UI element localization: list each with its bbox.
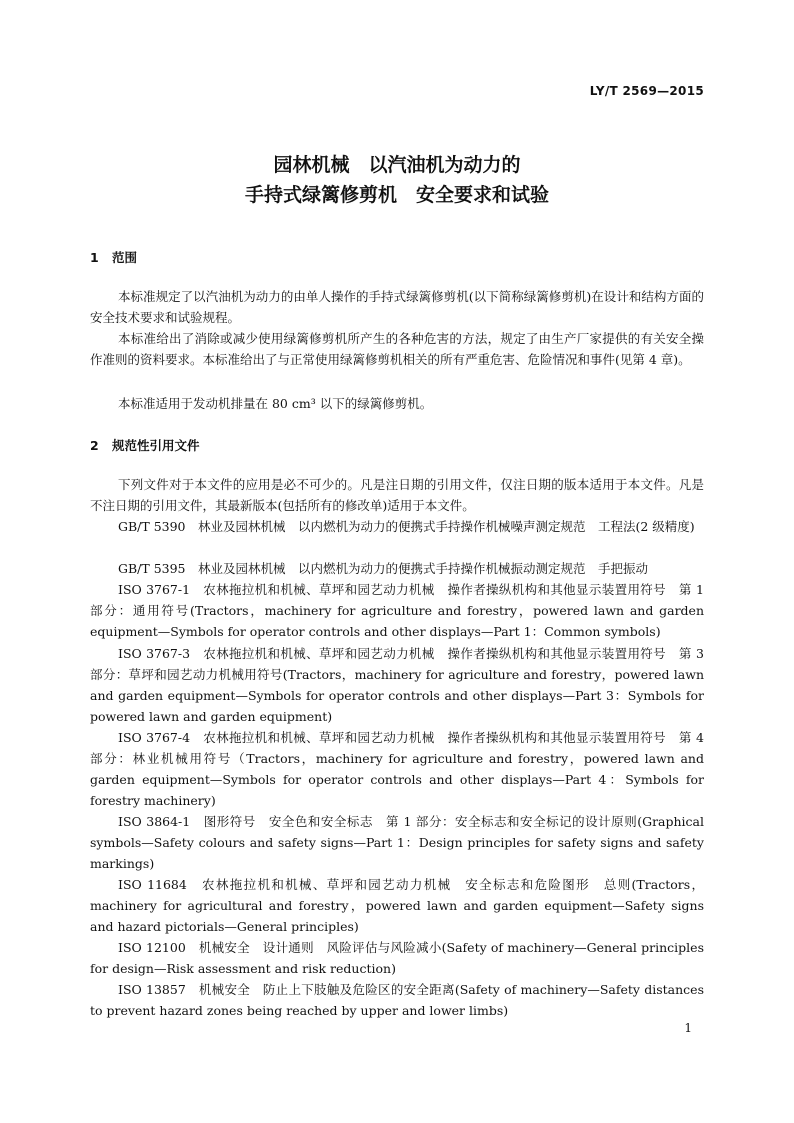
section-title: 范围 xyxy=(112,250,138,265)
paragraph: 本标准规定了以汽油机为动力的由单人操作的手持式绿篱修剪机(以下简称绿篱修剪机)在设计和结构方面的安全技术要求和试验规程。 xyxy=(90,289,704,325)
reference-item: ISO 12100 机械安全 设计通则 风险评估与风险减小(Safety of machinery—General principles for design—Risk assessment and risk reduction) xyxy=(90,940,704,976)
reference-item: GB/T 5395 林业及园林机械 以内燃机为动力的便携式手持操作机械振动测定规范 手把振动 xyxy=(118,561,649,576)
paragraph: 本标准适用于发动机排量在 80 cm³ 以下的绿篱修剪机。 xyxy=(118,396,433,411)
paragraph: 本标准给出了消除或减少使用绿篱修剪机所产生的各种危害的方法，规定了由生产厂家提供的有关安全操作准则的资料要求。本标准给出了与正常使用绿篱修剪机相关的所有严重危害、危险情况和事件(见第 4 章)。 xyxy=(90,331,704,367)
standard-code: LY/T 2569—2015 xyxy=(589,84,704,98)
section-number: 1 xyxy=(90,250,99,265)
page-number: 1 xyxy=(684,1021,692,1035)
section-number: 2 xyxy=(90,438,99,453)
section-1-heading xyxy=(90,248,137,266)
document-title-line1: 园林机械 以汽油机为动力的 xyxy=(273,154,521,176)
reference-item: ISO 3767-1 农林拖拉机和机械、草坪和园艺动力机械 操作者操纵机构和其他显示装置用符号 第 1 部分：通用符号(Tractors，machinery for agriculture and forestry，powered lawn and garden equipment—Symbols for operator controls and other displays—Part 1：Common symbols) xyxy=(90,582,704,639)
document-title-line2: 手持式绿篱修剪机 安全要求和试验 xyxy=(244,184,549,206)
reference-item: ISO 3864-1 图形符号 安全色和安全标志 第 1 部分：安全标志和安全标记的设计原则(Graphical symbols—Safety colours and safety signs—Part 1：Design principles for safety signs and safety markings) xyxy=(90,814,704,871)
reference-item: ISO 3767-4 农林拖拉机和机械、草坪和园艺动力机械 操作者操纵机构和其他显示装置用符号 第 4 部分：林业机械用符号（Tractors，machinery for agriculture and forestry，powered lawn and garden equipment—Symbols for operator controls and other displays—Part 4：Symbols for forestry machinery) xyxy=(90,730,704,808)
reference-item: ISO 3767-3 农林拖拉机和机械、草坪和园艺动力机械 操作者操纵机构和其他显示装置用符号 第 3 部分：草坪和园艺动力机械用符号(Tractors，machinery for agriculture and forestry，powered lawn and garden equipment—Symbols for operator controls and other displays—Part 3：Symbols for powered lawn and garden equipment) xyxy=(90,646,704,724)
reference-item: GB/T 5390 林业及园林机械 以内燃机为动力的便携式手持操作机械噪声测定规范 工程法(2 级精度) xyxy=(118,519,695,534)
section-2-heading xyxy=(90,436,200,454)
section-title: 规范性引用文件 xyxy=(112,438,200,453)
paragraph: 下列文件对于本文件的应用是必不可少的。凡是注日期的引用文件，仅注日期的版本适用于本文件。凡是不注日期的引用文件，其最新版本(包括所有的修改单)适用于本文件。 xyxy=(90,477,704,513)
reference-item: ISO 13857 机械安全 防止上下肢触及危险区的安全距离(Safety of machinery—Safety distances to prevent hazard zones being reached by upper and lower limbs) xyxy=(90,982,704,1018)
reference-item: ISO 11684 农林拖拉机和机械、草坪和园艺动力机械 安全标志和危险图形 总则(Tractors，machinery for agricultural and forestry，powered lawn and garden equipment—Safety signs and hazard pictorials—General principles) xyxy=(90,877,704,934)
